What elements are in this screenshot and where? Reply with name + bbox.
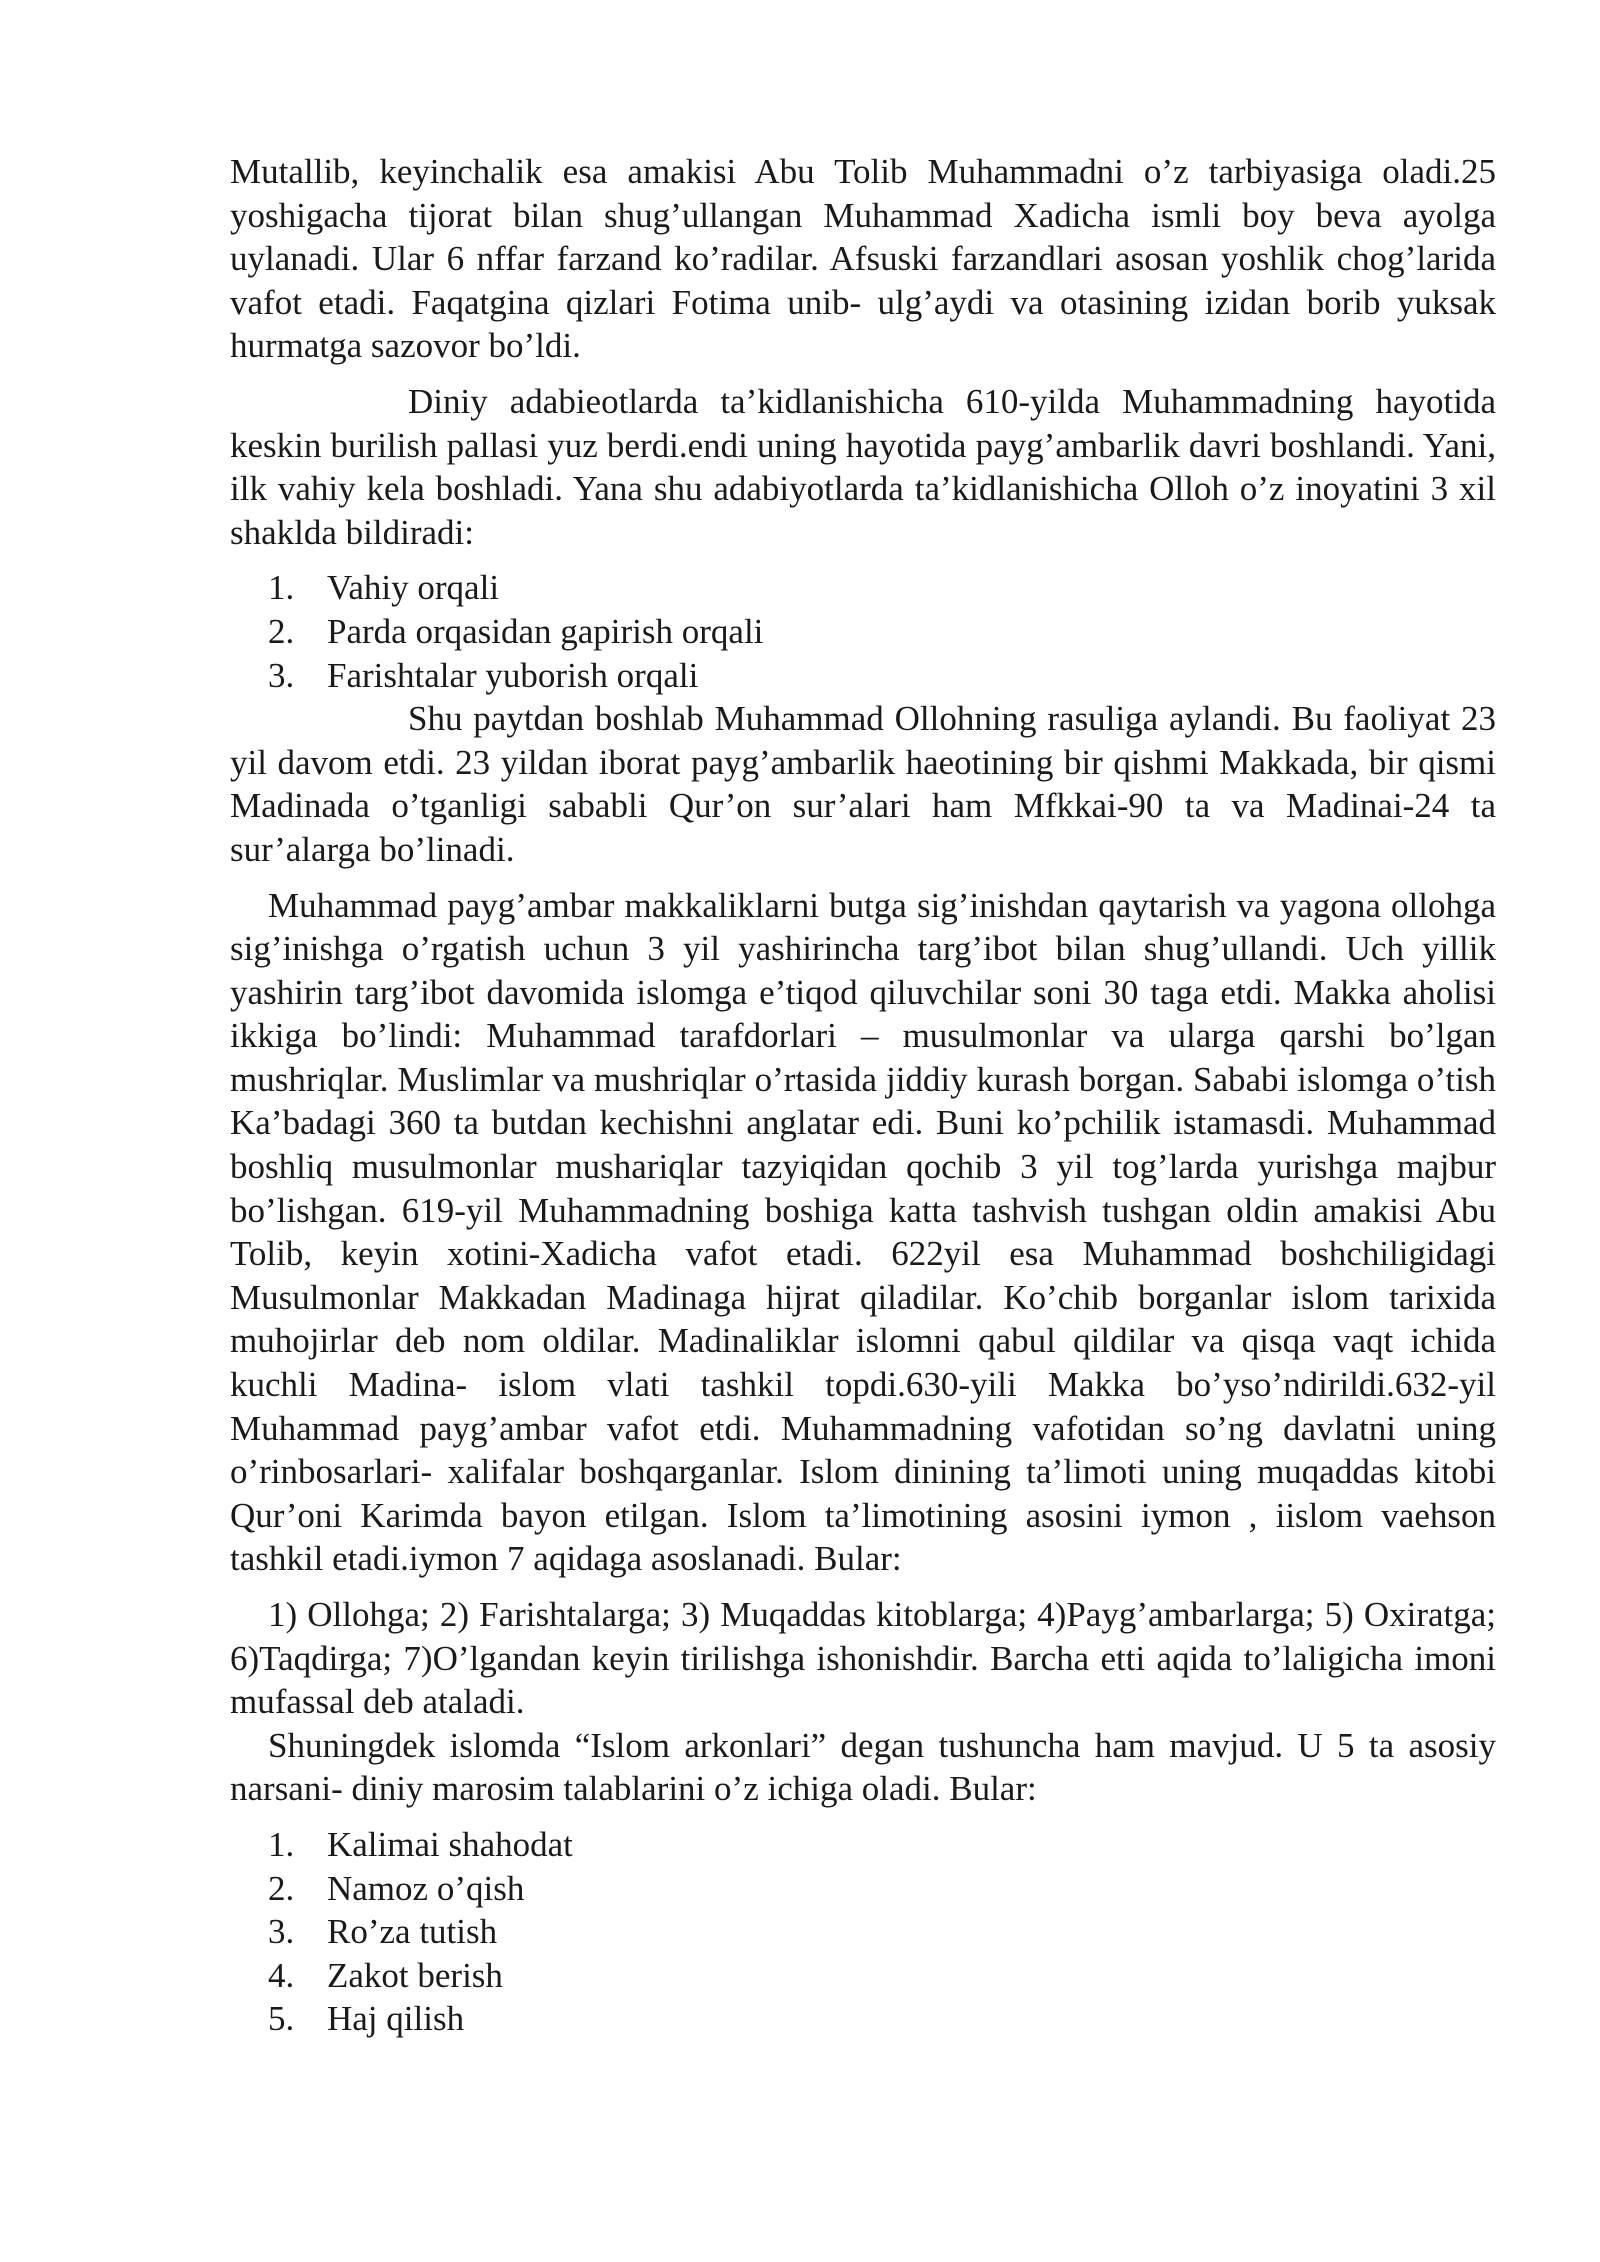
list-number: 1. — [268, 568, 295, 608]
list-text: Kalimai shahodat — [327, 1824, 573, 1864]
list-number: 2. — [268, 1868, 295, 1908]
list-item — [230, 1910, 1496, 1954]
list-text: Haj qilish — [327, 1999, 465, 2039]
paragraph-4: Muhammad payg’ambar makkaliklarni butga sig’inishdan qaytarish va yagona ollohga sig’inishga o’rgatish uchun 3 yil yashirincha targ’ibot bilan shug’ullandi. Uch yillik yashirin targ’ibot davomida islomga e’tiqod qiluvchilar soni 30 taga etdi. Makka aholisi ikkiga bo’lindi: Muhammad tarafdorlari – musulmonlar va ularga qarshi bo’lgan mushriqlar. Muslimlar va mushriqlar o’rtasida jiddiy kurash borgan. Sababi islomga o’tish Ka’badagi 360 ta butdan kechishni anglatar edi. Buni ko’pchilik istamasdi. Muhammad boshliq musulmonlar mushariqlar tazyiqidan qochib 3 yil tog’larda yurishga majbur bo’lishgan. 619-yil Muhammadning boshiga katta tashvish tushgan oldin amakisi Abu Tolib, keyin xotini-Xadicha vafot etadi. 622yil esa Muhammad boshchiligidagi Musulmonlar Makkadan Madinaga hijrat qiladilar. Ko’chib borganlar islom tarixida muhojirlar deb nom oldilar. Madinaliklar islomni qabul qildilar va qisqa vaqt ichida kuchli Madina- islom vlati tashkil topdi.630-yili Makka bo’yso’ndirildi.632-yil Muhammad payg’ambar vafot etdi. Muhammadning vafotidan so’ng davlatni uning o’rinbosarlari- xalifalar boshqarganlar. Islom dinining ta’limoti uning muqaddas kitobi Qur’oni Karimda bayon etilgan. Islom ta’limotining asosini iymon , iislom vaehson tashkil etadi.iymon 7 aqidaga asoslanadi. Bular: — [230, 885, 1496, 1579]
list-number: 5. — [268, 1999, 295, 2039]
list-text: Namoz o’qish — [327, 1868, 525, 1908]
list-text: Ro’za tutish — [327, 1912, 498, 1952]
list-item — [230, 566, 1496, 610]
paragraph-2: Diniy adabieotlarda ta’kidlanishicha 610-yilda Muhammadning hayotida keskin burilish pallasi yuz berdi.endi uning hayotida payg’ambarlik davri boshlandi. Yani, ilk vahiy kela boshladi. Yana shu adabiyotlarda ta’kidlanishicha Olloh o’z inoyatini 3 xil shakldа bildiradi: — [230, 381, 1496, 552]
list-text: Parda orqasidan gapirish orqali — [327, 611, 764, 651]
list-item — [230, 1867, 1496, 1911]
revelation-methods-list — [230, 566, 1496, 697]
list-item — [230, 1823, 1496, 1867]
list-number: 2. — [268, 611, 295, 651]
list-text: Zakot berish — [327, 1955, 503, 1995]
list-item — [230, 654, 1496, 698]
paragraph-6: Shuningdek islomda “Islom arkonlari” degan tushuncha ham mavjud. U 5 ta asosiy narsani- diniy marosim talablarini o’z ichiga oladi. Bular: — [230, 1725, 1496, 1809]
islam-pillars-list — [230, 1823, 1496, 2041]
list-number: 3. — [268, 655, 295, 695]
paragraph-3: Shu paytdan boshlab Muhammad Ollohning rasuliga aylandi. Bu faoliyat 23 yil davom etdi. 23 yildan iborat payg’ambarlik haeotining bir qishmi Makkada, bir qismi Madinada o’tganligi sababli Qur’on sur’alari ham Mfkkai-90 ta va Madinai-24 ta sur’alarga bo’linadi. — [230, 699, 1496, 869]
list-item — [230, 1954, 1496, 1998]
paragraph-1: Mutallib, keyinchalik esa amakisi Abu Tolib Muhammadni o’z tarbiyasiga oladi.25 yoshigacha tijorat bilan shug’ullangan Muhammad Xadicha ismli boy beva ayolga uylanadi. Ular 6 nffar farzand ko’radilar. Afsuski farzandlari asosan yoshlik chog’larida vafot etadi. Faqatgina qizlari Fotima unib- ulg’aydi va otasining izidan borib yuksak hurmatga sazovor bo’ldi. — [230, 152, 1496, 366]
list-number: 1. — [268, 1824, 295, 1864]
list-item — [230, 1997, 1496, 2041]
list-number: 4. — [268, 1955, 295, 1995]
list-text: Farishtalar yuborish orqali — [327, 655, 699, 695]
document-page — [230, 150, 1496, 2041]
list-item — [230, 610, 1496, 654]
list-number: 3. — [268, 1912, 295, 1952]
list-text: Vahiy orqali — [327, 568, 500, 608]
paragraph-5: 1) Ollohga; 2) Farishtalarga; 3) Muqaddas kitoblarga; 4)Payg’ambarlarga; 5) Oxiratga; 6)Taqdirga; 7)O’lgandan keyin tirilishga ishonishdir. Barcha etti aqida to’laligicha imoni mufassal deb ataladi. — [230, 1595, 1496, 1722]
